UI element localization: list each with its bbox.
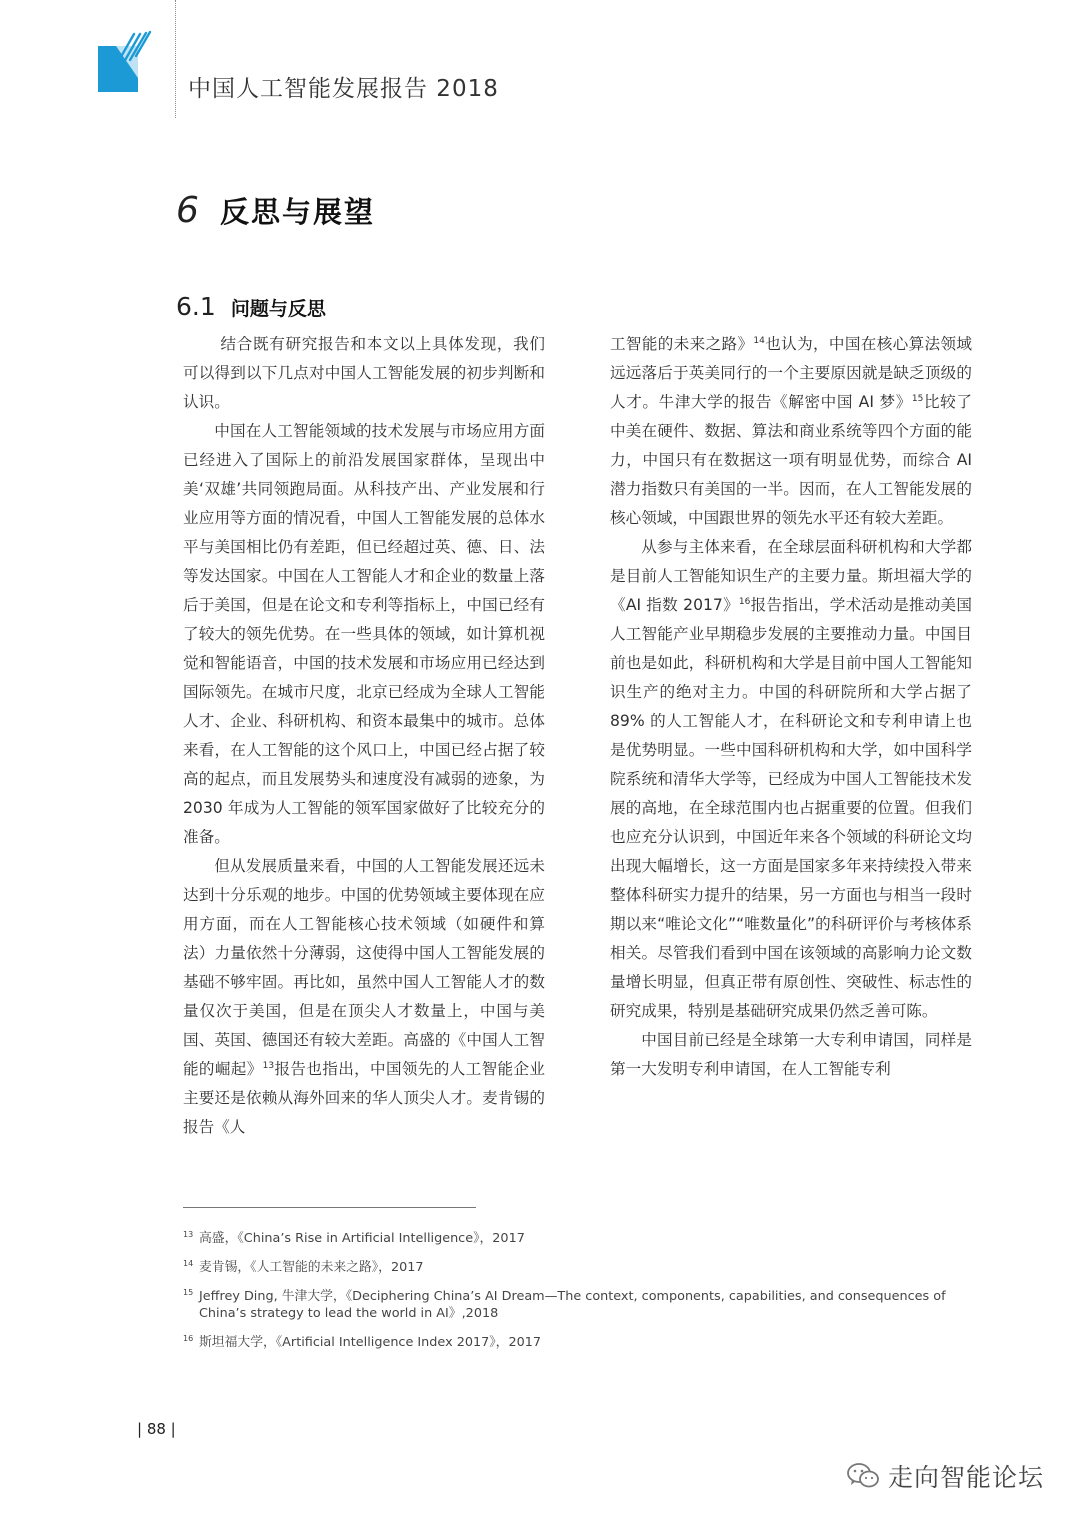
paragraph: 中国在人工智能领域的技术发展与市场应用方面已经进入了国际上的前沿发展国家群体，呈现出中美‘双雄’共同领跑局面。从科技产出、产业发展和行业应用等方面的情况看，中国人工智能发展的总体水平与美国相比仍有差距，但已经超过英、德、日、法等发达国家。中国在人工智能人才和企业的数量上落后于美国，但是在论文和专利等指标上，中国已经有了较大的领先优势。在一些具体的领域，如计算机视觉和智能语音，中国的技术发展和市场应用已经达到国际领先。在城市尺度，北京已经成为全球人工智能人才、企业、科研机构、和资本最集中的城市。总体来看，在人工智能的这个风口上，中国已经占据了较高的起点，而且发展势头和速度没有减弱的迹象，为 2030 年成为人工智能的领军国家做好了比较充分的准备。 bbox=[183, 422, 545, 846]
paragraph: 中国目前已经是全球第一大专利申请国，同样是第一大发明专利申请国，在人工智能专利 bbox=[610, 1031, 972, 1078]
footnotes bbox=[183, 1230, 975, 1363]
paragraph-text: 从参与主体来看，在全球层面科研机构和大学都是目前人工智能知识生产的主要力量。斯坦福大学的《AI 指数 2017》 bbox=[610, 538, 972, 614]
footnote-number: 15 bbox=[183, 1288, 194, 1297]
footnote-number: 16 bbox=[183, 1334, 194, 1343]
page-number: | 88 | bbox=[137, 1420, 176, 1438]
right-column bbox=[610, 330, 972, 1084]
chapter-number: 6 bbox=[176, 190, 199, 231]
footnote-number: 13 bbox=[183, 1230, 194, 1239]
footnote-ref: 13 bbox=[262, 1060, 275, 1071]
paragraph-text: 报告也指出，中国领先的人工智能企业主要还是依赖从海外回来的华人顶尖人才。麦肯锡的报告《人 bbox=[183, 1060, 545, 1136]
footnote bbox=[183, 1259, 975, 1276]
running-header: 中国人工智能发展报告 2018 bbox=[188, 76, 499, 102]
report-logo bbox=[94, 28, 154, 98]
footnote-ref: 15 bbox=[911, 393, 924, 404]
section-title: 问题与反思 bbox=[230, 298, 326, 320]
footnote-text: 麦肯锡，《人工智能的未来之路》，2017 bbox=[199, 1260, 424, 1275]
paragraph-text: 工智能的未来之路》 bbox=[610, 335, 754, 353]
paragraph-text: 比较了中美在硬件、数据、算法和商业系统等四个方面的能力，中国只有在数据这一项有明显优势，而综合 AI 潜力指数只有美国的一半。因而，在人工智能发展的核心领域，中国跟世界的领先水平还有较大差距。 bbox=[610, 393, 972, 527]
section-number: 6.1 bbox=[176, 292, 216, 321]
section-heading bbox=[176, 292, 326, 321]
wechat-icon bbox=[846, 1462, 880, 1490]
footnote bbox=[183, 1288, 975, 1322]
footnote-text: 斯坦福大学，《Artificial Intelligence Index 2017》，2017 bbox=[199, 1335, 542, 1350]
wechat-watermark bbox=[846, 1458, 1044, 1494]
paragraph bbox=[610, 533, 972, 1026]
paragraph-text: 报告指出，学术活动是推动美国人工智能产业早期稳步发展的主要推动力量。中国目前也是如此，科研机构和大学是目前中国人工智能知识生产的绝对主力。中国的科研院所和大学占据了 89% 的人工智能人才，在科研论文和专利申请上也是优势明显。一些中国科研机构和大学，如中国科学院系统和清华大学等，已经成为中国人工智能技术发展的高地，在全球范围内也占据重要的位置。但我们也应充分认识到，中国近年来各个领域的科研论文均出现大幅增长，这一方面是国家多年来持续投入带来整体科研实力提升的结果，另一方面也与相当一段时期以来“唯论文化”“唯数量化”的科研评价与考核体系相关。尽管我们看到中国在该领域的高影响力论文数量增长明显，但真正带有原创性、突破性、标志性的研究成果，特别是基础研究成果仍然乏善可陈。 bbox=[610, 596, 972, 1020]
paragraph-text: 但从发展质量来看，中国的人工智能发展还远未达到十分乐观的地步。中国的优势领域主要体现在应用方面，而在人工智能核心技术领域（如硬件和算法）力量依然十分薄弱，这使得中国人工智能发展的基础不够牢固。再比如，虽然中国人工智能人才的数量仅次于美国，但是在顶尖人才数量上，中国与美国、英国、德国还有较大差距。高盛的《中国人工智能的崛起》 bbox=[183, 857, 545, 1078]
footnote-text: Jeffrey Ding, 牛津大学，《Deciphering China’s AI Dream—The context, components, capabilities, and consequences of China’s strategy to lead the world in AI》,2018 bbox=[199, 1289, 946, 1321]
chapter-heading bbox=[176, 190, 375, 231]
footnote-number: 14 bbox=[183, 1259, 194, 1268]
left-column bbox=[183, 330, 545, 1142]
header-divider bbox=[175, 0, 176, 118]
footnote bbox=[183, 1230, 975, 1247]
paragraph bbox=[610, 330, 972, 533]
footnote bbox=[183, 1334, 975, 1351]
footnote-ref: 16 bbox=[738, 596, 751, 607]
chapter-title: 反思与展望 bbox=[220, 195, 376, 229]
paragraph bbox=[183, 852, 545, 1142]
footnote-divider bbox=[183, 1207, 476, 1208]
footnote-text: 高盛，《China’s Rise in Artificial Intelligence》，2017 bbox=[199, 1231, 525, 1246]
watermark-text: 走向智能论坛 bbox=[888, 1463, 1045, 1492]
paragraph: 结合既有研究报告和本文以上具体发现，我们可以得到以下几点对中国人工智能发展的初步判断和认识。 bbox=[183, 335, 545, 411]
paragraph-text: 也认为，中国在核心算法领域远远落后于英美同行的一个主要原因就是缺乏顶级的人才。牛津大学的报告《解密中国 AI 梦》 bbox=[610, 335, 972, 411]
footnote-ref: 14 bbox=[753, 335, 765, 346]
